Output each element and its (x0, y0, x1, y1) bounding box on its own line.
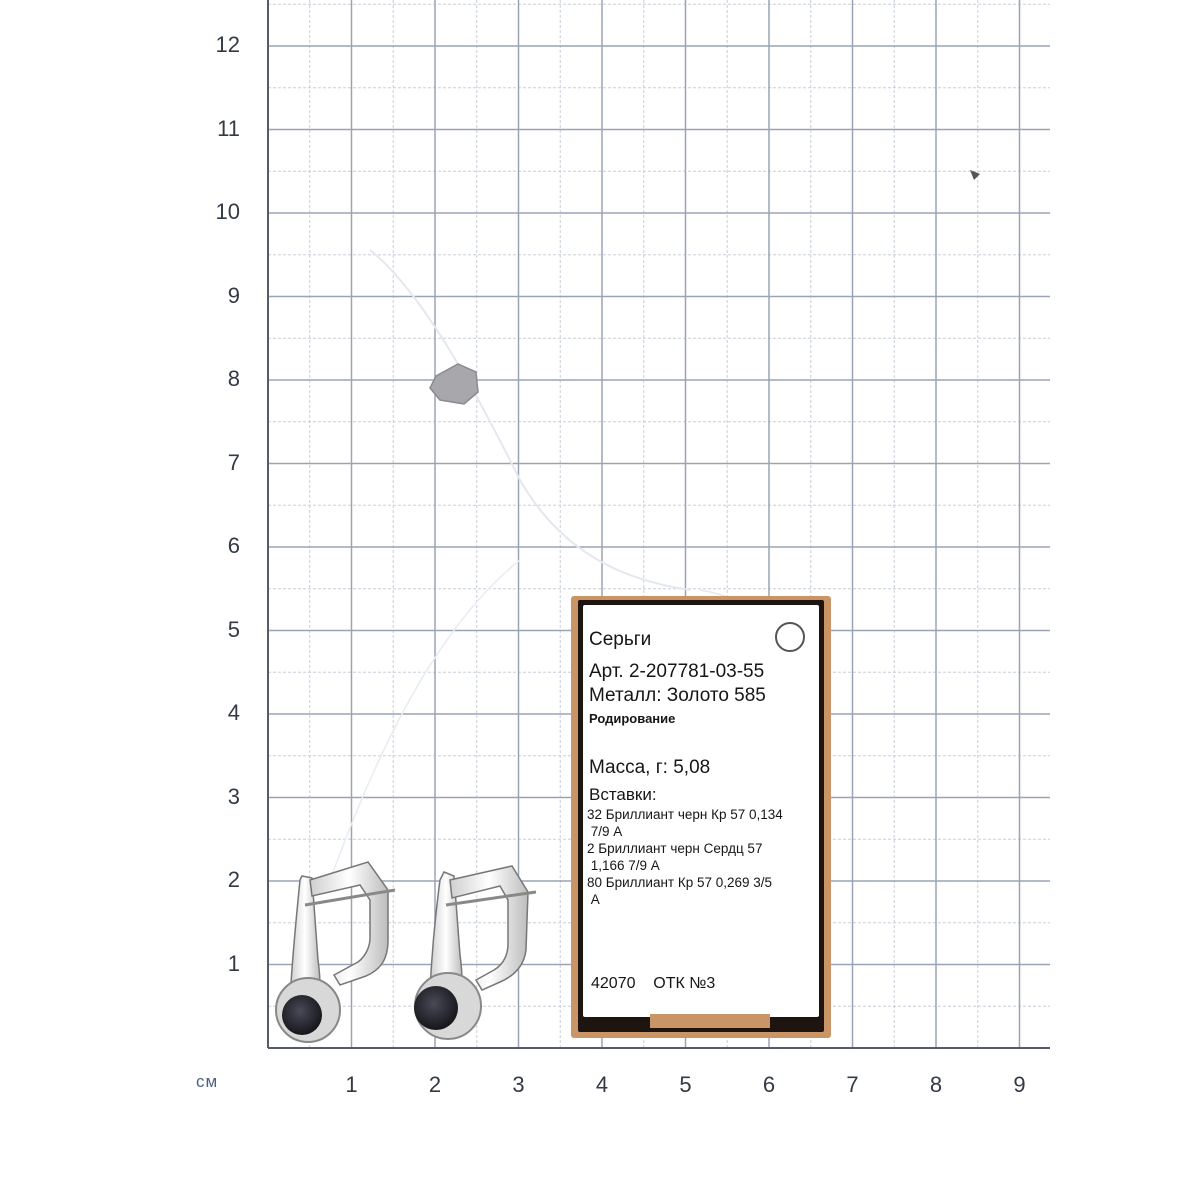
tag-footer-code: 42070 ОТК №3 (591, 975, 716, 992)
price-tag (583, 605, 819, 1017)
y-tick-label: 11 (217, 115, 240, 141)
y-tick-label: 1 (227, 950, 240, 976)
price-tag-notch (650, 1014, 770, 1028)
stone-fragment (430, 364, 478, 404)
x-tick-label: 5 (679, 1072, 692, 1097)
x-tick-label: 1 (345, 1072, 358, 1097)
y-tick-label: 3 (227, 783, 240, 809)
y-tick-label: 10 (215, 199, 240, 224)
tag-insert-line: 7/9 А (587, 824, 623, 839)
tag-insert-line: 2 Бриллиант черн Сердц 57 (587, 841, 763, 856)
y-tick-label: 6 (227, 533, 240, 558)
price-tag-hole (775, 622, 805, 652)
x-tick-label: 8 (929, 1072, 943, 1097)
tag-insert-line: 1,166 7/9 А (587, 858, 660, 873)
x-tick-label: 7 (846, 1072, 859, 1097)
x-tick-label: 2 (428, 1072, 442, 1097)
x-tick-label: 9 (1013, 1072, 1026, 1097)
tag-string (370, 250, 690, 590)
tag-inserts-heading: Вставки: (589, 785, 657, 804)
tag-product-name: Серьги (589, 629, 652, 650)
unit-label: см (196, 1072, 219, 1091)
earring-string (330, 560, 520, 880)
y-tick-label: 4 (227, 700, 240, 725)
tag-metal: Металл: Золото 585 (589, 685, 766, 706)
x-tick-label: 3 (512, 1072, 525, 1097)
tag-insert-line: А (587, 892, 600, 907)
tag-insert-line: 80 Бриллиант Кр 57 0,269 3/5 (587, 875, 773, 890)
earring-left (276, 862, 395, 1042)
earring-right (414, 866, 536, 1039)
tag-article: Арт. 2-207781-03-55 (589, 661, 765, 682)
y-tick-label: 5 (227, 616, 240, 642)
y-tick-label: 9 (227, 282, 240, 308)
x-tick-label: 4 (595, 1072, 609, 1097)
y-tick-label: 8 (227, 366, 240, 391)
tag-coating: Родирование (589, 711, 676, 726)
x-tick-label: 6 (762, 1072, 776, 1097)
y-tick-label: 2 (227, 867, 240, 892)
y-tick-label: 12 (215, 32, 240, 57)
y-tick-label: 7 (227, 449, 240, 475)
tag-insert-line: 32 Бриллиант черн Кр 57 0,134 (587, 807, 783, 822)
tag-weight: Масса, г: 5,08 (589, 757, 711, 778)
